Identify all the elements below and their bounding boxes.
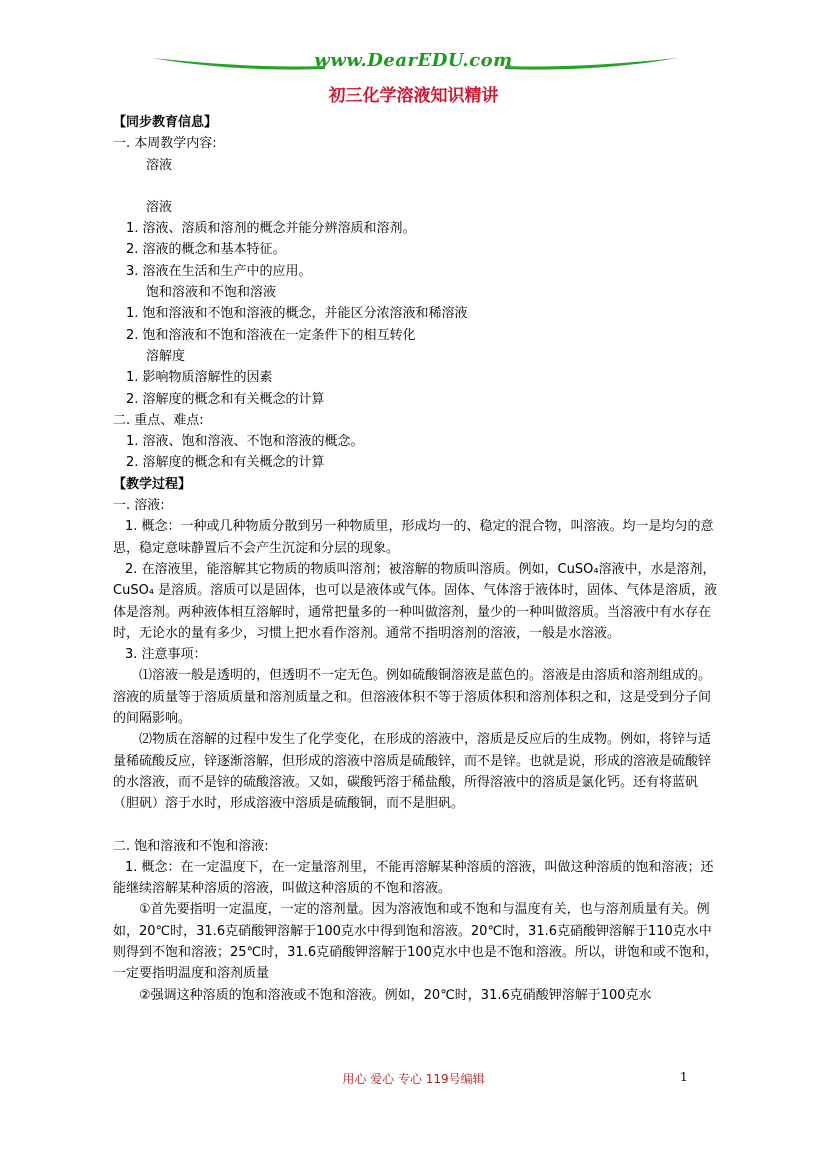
body-paragraph: 溶液 (146, 157, 173, 173)
body-paragraph: 溶解度 (146, 348, 186, 364)
body-paragraph: 1. 溶液、溶质和溶剂的概念并能分辨溶质和溶剂。 (126, 221, 416, 237)
body-paragraph: ①首先要指明一定温度，一定的溶剂量。因为溶液饱和或不饱和与温度有关，也与溶剂质量有关。例如，20℃时，31.6克硝酸钾溶解于100克水中得到饱和溶液。20℃时，31.6克硝酸钾溶解于110克水中则得到不饱和溶液；25℃时，31.6克硝酸钾溶解于100克水中也是不饱和溶液。所以，讲饱和或不饱和，一定要指明温度和溶剂质量 (113, 902, 718, 982)
body-paragraph: 1. 饱和溶液和不饱和溶液的概念，并能区分浓溶液和稀溶液 (126, 306, 468, 322)
body-paragraph: 溶液 (146, 199, 173, 215)
body-paragraph: ②强调这种溶质的饱和溶液或不饱和溶液。例如，20℃时，31.6克硝酸钾溶解于100克水 (139, 987, 652, 1003)
body-paragraph: 3. 溶液在生活和生产中的应用。 (126, 263, 312, 279)
body-paragraph: 1. 概念：一种或几种物质分散到另一种物质里，形成均一的、稳定的混合物，叫溶液。均一是均匀的意思，稳定意味静置后不会产生沉淀和分层的现象。 (113, 519, 714, 556)
body-paragraph: 2. 溶解度的概念和有关概念的计算 (126, 391, 325, 407)
body-paragraph: 1. 溶液、饱和溶液、不饱和溶液的概念。 (126, 434, 364, 450)
body-paragraph: 2. 饱和溶液和不饱和溶液在一定条件下的相互转化 (126, 327, 416, 343)
blank-line (113, 815, 720, 836)
body-paragraph: 二. 重点、难点: (113, 412, 204, 428)
body-paragraph: 2. 溶解度的概念和有关概念的计算 (126, 455, 325, 471)
site-url-header: www.DearEDU.com (314, 50, 513, 71)
footer-text: 用心 爱心 专心 119号编辑 (342, 1072, 485, 1086)
section-heading: 【教学过程】 (113, 476, 192, 492)
body-paragraph: 1. 概念：在一定温度下，在一定量溶剂里，不能再溶解某种溶质的溶液，叫做这种溶质的饱和溶液；还能继续溶解某种溶质的溶液，叫做这种溶质的不饱和溶液。 (113, 859, 714, 897)
document-body (113, 112, 720, 1006)
section-heading: 【同步教育信息】 (113, 115, 218, 130)
document-title: 初三化学溶液知识精讲 (328, 86, 499, 106)
body-paragraph: 饱和溶液和不饱和溶液 (146, 285, 277, 301)
body-paragraph: 二. 饱和溶液和不饱和溶液: (113, 838, 269, 854)
body-paragraph: 2. 溶液的概念和基本特征。 (126, 242, 286, 258)
body-paragraph: 一. 本周教学内容: (113, 136, 217, 152)
page-number: 1 (680, 1070, 688, 1084)
body-paragraph: ⑵物质在溶解的过程中发生了化学变化，在形成的溶液中，溶质是反应后的生成物。例如，将锌与适量稀硫酸反应，锌逐渐溶解，但形成的溶液中溶质是硫酸锌，而不是锌。也就是说，形成的溶液是硫酸锌的水溶液，而不是锌的硫酸溶液。又如，碳酸钙溶于稀盐酸，所得溶液中的溶质是氯化钙。还有将蓝矾（胆矾）溶于水时，形成溶液中溶质是硫酸铜，而不是胆矾。 (113, 732, 712, 812)
body-paragraph: 一. 溶液: (113, 498, 165, 514)
body-paragraph: ⑴溶液一般是透明的，但透明不一定无色。例如硫酸铜溶液是蓝色的。溶液是由溶质和溶剂组成的。溶液的质量等于溶质质量和溶剂质量之和。但溶液体积不等于溶质体积和溶剂体积之和，这是受到分子间的间隔影响。 (113, 668, 712, 727)
body-paragraph: 2. 在溶液里，能溶解其它物质的物质叫溶剂；被溶解的物质叫溶质。例如，CuSO₄溶液中，水是溶剂，CuSO₄ 是溶质。溶质可以是固体，也可以是液体或气体。固体、气体溶于液体时，固体、气体是溶质，液体是溶剂。两种液体相互溶解时，通常把量多的一种叫做溶剂，量少的一种叫做溶质。当溶液中有水存在时，无论水的量有多少，习惯上把水看作溶剂。通常不指明溶剂的溶液，一般是水溶液。 (113, 561, 718, 641)
body-paragraph: 1. 影响物质溶解性的因素 (126, 370, 273, 386)
body-paragraph: 3. 注意事项： (125, 647, 207, 663)
blank-line (113, 176, 720, 197)
